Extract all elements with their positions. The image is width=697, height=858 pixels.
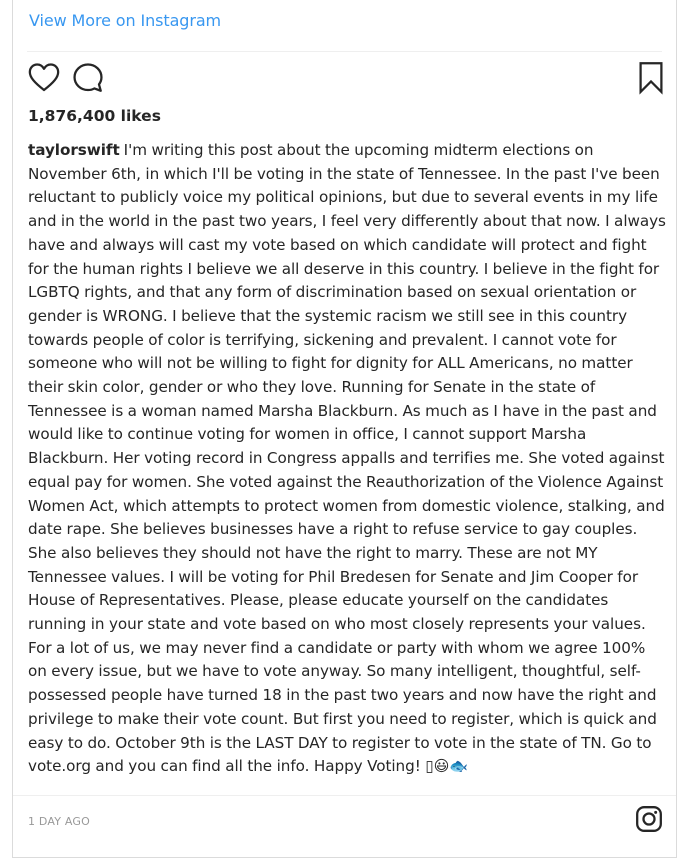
post-timestamp[interactable]: 1 DAY AGO — [28, 815, 90, 828]
comment-icon[interactable] — [71, 61, 105, 95]
likes-count[interactable]: 1,876,400 likes — [28, 107, 161, 125]
instagram-embed-card — [12, 0, 677, 858]
action-bar — [27, 61, 664, 97]
footer-divider — [13, 795, 676, 796]
username-link[interactable]: taylorswift — [28, 141, 120, 159]
post-caption — [28, 139, 668, 779]
header-divider — [27, 51, 662, 52]
instagram-icon[interactable] — [635, 805, 663, 833]
bookmark-icon[interactable] — [638, 61, 664, 95]
view-more-on-instagram-link[interactable]: View More on Instagram — [29, 11, 222, 30]
heart-icon[interactable] — [27, 61, 61, 95]
caption-text: I'm writing this post about the upcoming midterm elections on November 6th, in which I'll be voting in the state of Tennessee. In the past I've been reluctant to publicly voice my political opinions, but due to several events in my life and in the world in the past two years, I feel very differently about that now. I always have and always will cast my vote based on which candidate will protect and fight for the human rights I believe we all deserve in this country. I believe in the fight for LGBTQ rights, and that any form of discrimination based on sexual orientation or gender is WRONG. I believe that the systemic racism we still see in this country towards people of color is terrifying, sickening and prevalent. I cannot vote for someone who will not be willing to fight for dignity for ALL Americans, no matter their skin color, gender or who they love. Running for Senate in the state of Tennessee is a woman named Marsha Blackburn. As much as I have in the past and would like to continue voting for women in office, I cannot support Marsha Blackburn. Her voting record in Congress appalls and terrifies me. She voted against equal pay for women. She voted against the Reauthorization of the Violence Against Women Act, which attempts to protect women from domestic violence, stalking, and date rape. She believes businesses have a right to refuse service to gay couples. She also believes they should not have the right to marry. These are not MY Tennessee values. I will be voting for Phil Bredesen for Senate and Jim Cooper for House of Representatives. Please, please educate yourself on the candidates running in your state and vote based on who most closely represents your values. For a lot of us, we may never find a candidate or party with whom we agree 100% on every issue, but we have to vote anyway. So many intelligent, thoughtful, self-possessed people have turned 18 in the past two years and now have the right and privilege to make their vote count. But first you need to register, which is quick and easy to do. October 9th is the LAST DAY to register to vote in the state of TN. Go to vote.org and you can find all the info. Happy Voting! ▯😃🐟 — [28, 141, 666, 776]
